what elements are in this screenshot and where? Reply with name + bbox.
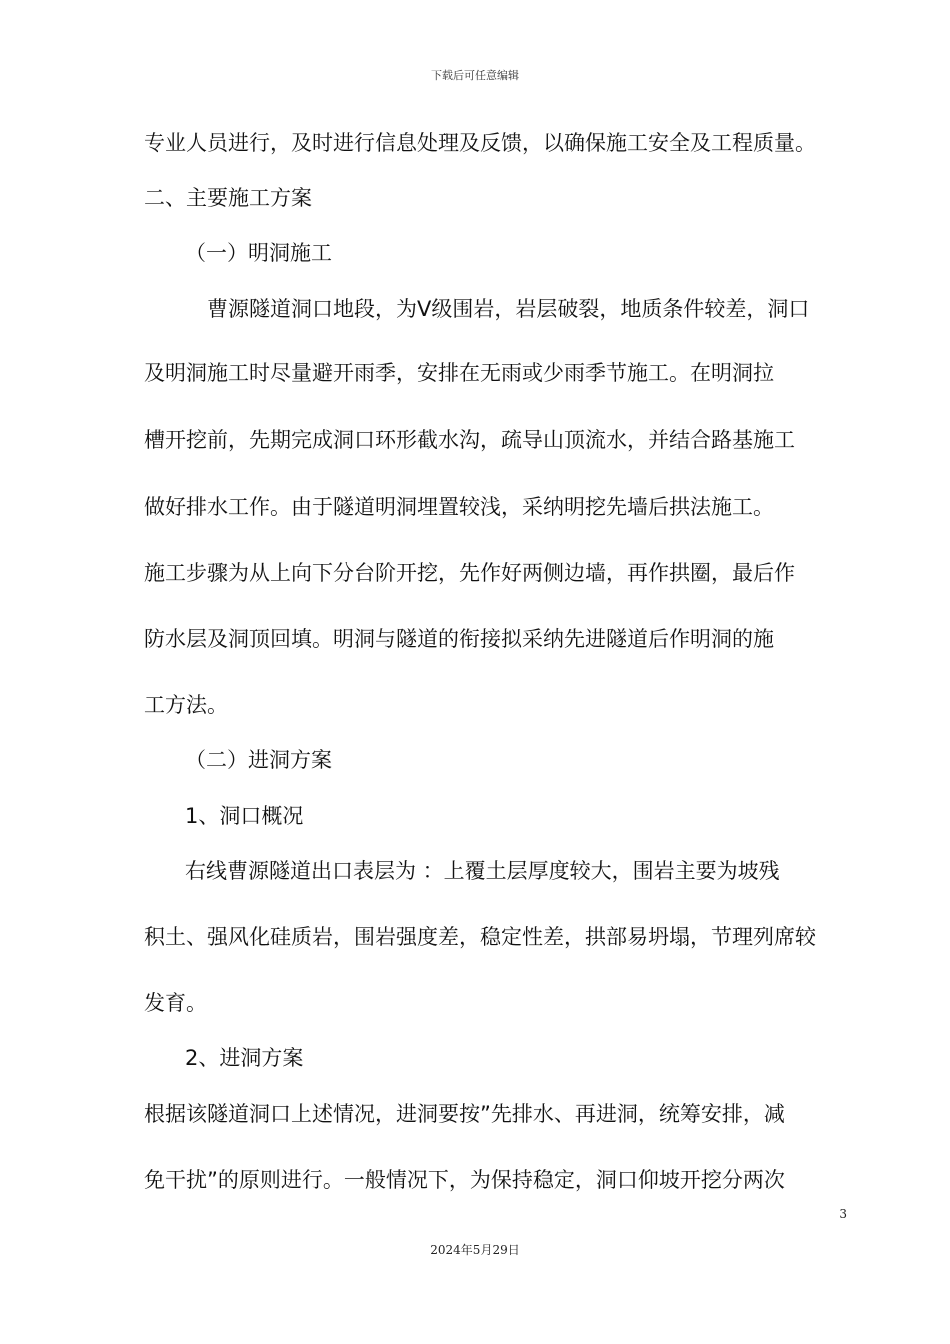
body-line: 专业人员进行，及时进行信息处理及反馈，以确保施工安全及工程质量。 <box>144 131 816 155</box>
page-header: 下载后可任意编辑 <box>431 69 519 82</box>
body-line: 施工步骤为从上向下分台阶开挖，先作好两侧边墙，再作拱圈，最后作 <box>144 561 795 585</box>
body-line: 做好排水工作。由于隧道明洞埋置较浅，采纳明挖先墙后拱法施工。 <box>144 495 774 519</box>
footer-date: 2024年5月29日 <box>430 1243 520 1257</box>
item-heading: 2、进洞方案 <box>185 1046 304 1070</box>
body-line: 积土、强风化硅质岩，围岩强度差，稳定性差，拱部易坍塌，节理列席较 <box>144 925 816 949</box>
body-line: 槽开挖前，先期完成洞口环形截水沟，疏导山顶流水，并结合路基施工 <box>144 428 795 452</box>
page-number: 3 <box>839 1207 847 1221</box>
body-line: 及明洞施工时尽量避开雨季，安排在无雨或少雨季节施工。在明洞拉 <box>144 361 774 385</box>
body-line: 曹源隧道洞口地段，为Ⅴ级围岩，岩层破裂，地质条件较差，洞口 <box>207 297 810 321</box>
body-line: 免干扰”的原则进行。一般情况下，为保持稳定，洞口仰坡开挖分两次 <box>144 1168 785 1192</box>
subsection-heading: （二）进洞方案 <box>185 748 332 772</box>
body-line: 右线曹源隧道出口表层为 ：上覆土层厚度较大，围岩主要为坡残 <box>185 859 780 883</box>
body-line: 工方法。 <box>144 693 228 717</box>
body-line: 根据该隧道洞口上述情况，进洞要按”先排水、再进洞，统筹安排，减 <box>144 1102 785 1126</box>
subsection-heading: （一）明洞施工 <box>185 241 332 265</box>
body-line: 发育。 <box>144 991 207 1015</box>
item-heading: 1、洞口概况 <box>185 804 304 828</box>
body-line: 防水层及洞顶回填。明洞与隧道的衔接拟采纳先进隧道后作明洞的施 <box>144 627 774 651</box>
section-heading: 二、主要施工方案 <box>144 186 312 210</box>
